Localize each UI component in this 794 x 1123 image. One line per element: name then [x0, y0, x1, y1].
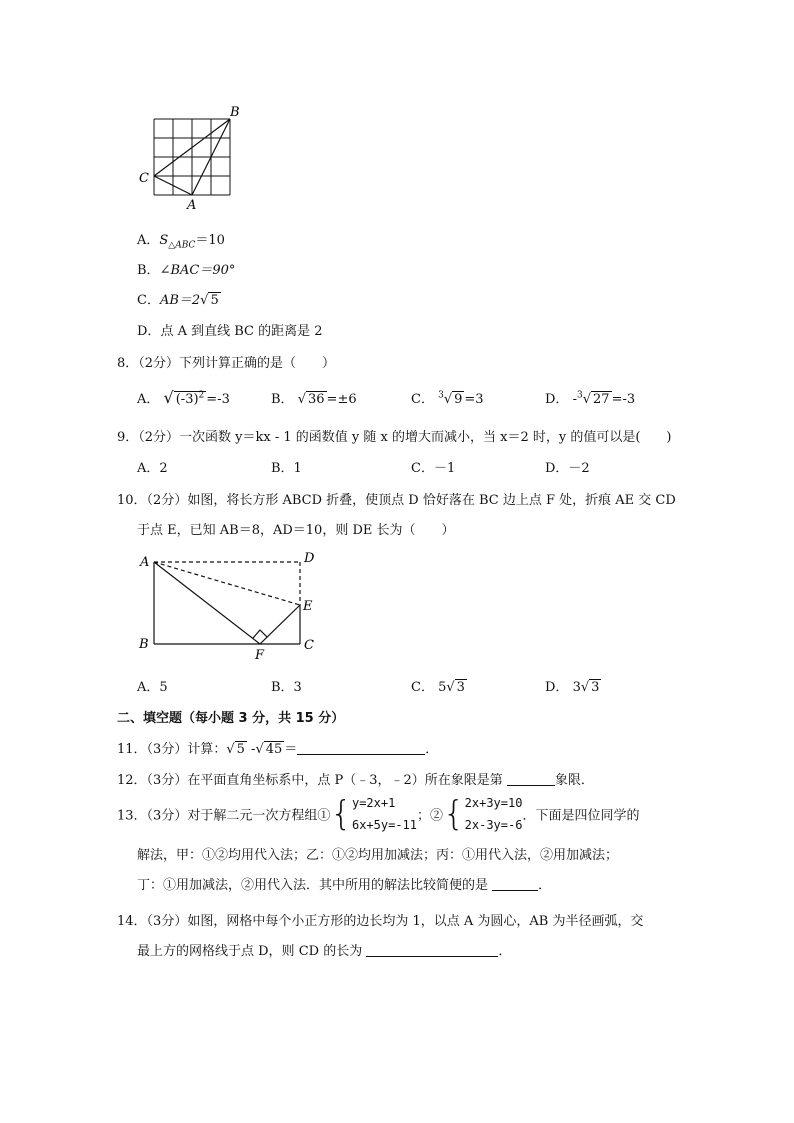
label-a: A [140, 555, 150, 570]
q7-option-c: C．AB＝2√ 5 [137, 293, 219, 308]
q14-answer-blank [366, 944, 498, 957]
q8-option-c: C． $^3$√ 9 =3 [411, 390, 484, 407]
label-c: C [139, 171, 149, 186]
q14-line2: 最上方的网格线于点 D，则 CD 的长为 ． [137, 944, 512, 959]
q7-option-d: D．点 A 到直线 BC 的距离是 2 [137, 324, 323, 339]
q13-line2: 解法，甲：①②均用代入法；乙：①②均用加减法；丙：①用代入法，②用加减法； [137, 848, 619, 863]
q10-stem-line2: 于点 E，已知 AB＝8，AD＝10，则 DE 长为（ ） [137, 523, 455, 538]
q10-option-c: C． 5√ 3 [411, 680, 465, 695]
q7-option-a: A．$S_{\triangle ABC}=10$ [137, 233, 225, 251]
q8-option-a: A． √ $(-3)^2 =-3$ [137, 388, 230, 407]
q12-answer-blank [507, 773, 555, 786]
q13-line3: 丁：①用加减法，②用代入法．其中所用的解法比较简便的是 ． [137, 878, 552, 893]
label-d: D [304, 551, 315, 566]
label-a: A [187, 198, 197, 212]
section-2-title: 二、填空题（每小题 3 分，共 15 分） [117, 711, 345, 726]
label-e: E [303, 599, 313, 614]
q7-grid-figure [135, 100, 255, 212]
q10-stem-line1: 10．（2分）如图，将长方形 ABCD 折叠，使顶点 D 恰好落在 BC 边上点 F 处，折痕 AE 交 CD [117, 493, 676, 508]
label-b: B [139, 637, 149, 652]
q7-option-b: B．∠BAC＝90° [137, 263, 236, 278]
grid-lines [154, 119, 230, 195]
q12: 12．（3分）在平面直角坐标系中，点 P（﹣3，﹣2）所在象限是第 象限． [117, 773, 594, 788]
q10-option-a: A．5 [137, 680, 168, 695]
q9-option-a: A．2 [137, 461, 168, 476]
q8-option-b: B． √ 36 =±6 [271, 392, 357, 407]
label-c: C [304, 638, 314, 653]
q8-stem: 8．（2分）下列计算正确的是（ ） [117, 356, 336, 371]
q9-option-b: B．1 [271, 461, 302, 476]
q11-answer-blank [297, 742, 425, 755]
q13-answer-blank [492, 878, 538, 891]
q8-option-d: D． -$^3$√ 27 =-3 [545, 390, 636, 407]
q9-option-d: D．－2 [545, 461, 590, 476]
q9-option-c: C．－1 [411, 461, 456, 476]
q10-option-b: B．3 [271, 680, 302, 695]
q10-option-d: D． 3√ 3 [545, 680, 600, 695]
q13-line1: 13．（3分）对于解二元一次方程组①{y=2x+1 6x+5y=-11；②{2x+3y=10 2x-3y=-6．下面是四位同学的 [117, 794, 640, 834]
label-b: B [230, 105, 240, 120]
q14-line1: 14．（3分）如图，网格中每个小正方形的边长均为 1，以点 A 为圆心，AB 为半径画弧，交 [117, 914, 644, 929]
q10-rectangle-figure [133, 550, 333, 665]
q9-stem: 9．（2分）一次函数 y＝kx - 1 的函数值 y 随 x 的增大而减小，当 x＝2 时，y 的值可以是( ) [117, 430, 672, 445]
label-f: F [255, 648, 265, 663]
q11: 11．（3分）计算：√ 5 -√ 45 ＝ ． [117, 742, 439, 757]
